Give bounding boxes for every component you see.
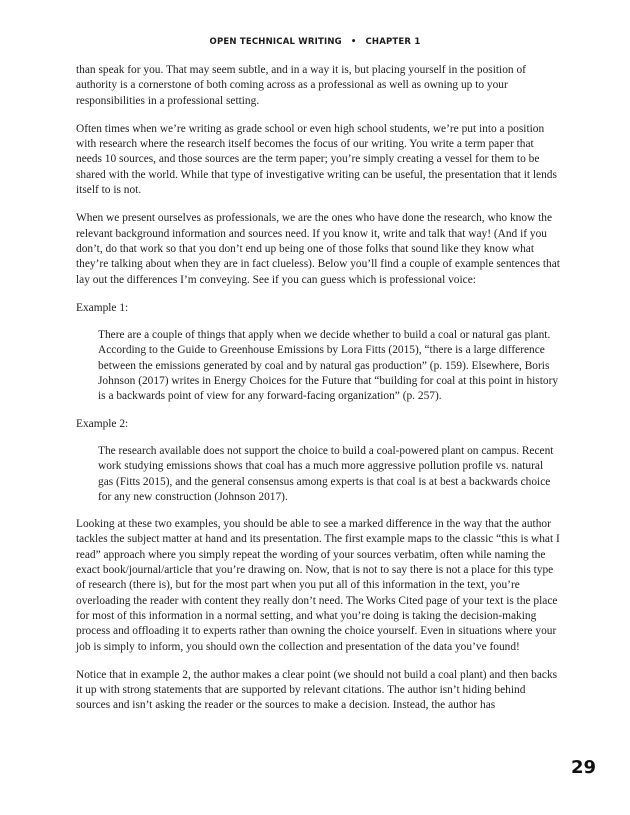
example-2-quote: The research available does not support the choice to build a coal-powered plant on campus. Recent work studying emissions shows that coal has a much more aggressive pollution profile vs. natural gas (Fitts 2015), and the general consensus among experts is that coal is at best a backwards choice for any new construction (Johnson 2017). [98, 444, 554, 503]
book-title: OPEN TECHNICAL WRITING [209, 37, 342, 47]
example-2-label: Example 2: [76, 417, 129, 430]
example-1-label: Example 1: [76, 301, 129, 314]
paragraph-professionals: When we present ourselves as professionals, we are the ones who have done the research, who know the relevant background information and sources need. If you know it, write and talk that way! (And if you don’t, do that work so that you don’t end up being one of those folks that sound like they know what they’re talking about when they are in fact clueless). Below you’ll find a couple of example sentences that lay out the differences I’m conveying. See if you can guess which is professional voice: [76, 212, 560, 286]
running-header [0, 37, 630, 47]
paragraph-grade-school: Often times when we’re writing as grade school or even high school students, we’re put into a position with research where the research itself becomes the focus of our writing. You write a term paper that needs 10 sources, and those sources are the term paper; you’re simply creating a vessel for them to be shared with the world. While that type of investigative writing can be useful, the presentation that it lends itself to is not. [76, 122, 557, 197]
example-1-quote: There are a couple of things that apply when we decide whether to build a coal or natural gas plant. According to the Guide to Greenhouse Emissions by Lora Fitts (2015), “there is a large difference between the emissions generated by coal and by natural gas production” (p. 159). Elsewhere, Boris Johnson (2017) writes in Energy Choices for the Future that “building for coal at this point in history is a backwards point of view for any forward-facing organization” (p. 257). [98, 329, 559, 403]
paragraph-analysis: Looking at these two examples, you should be able to see a marked difference in the way that the author tackles the subject matter at hand and its presentation. The first example maps to the classic “this is what I read” approach where you simply repeat the wording of your sources verbatim, often while naming the exact book/journal/article that you’re drawing on. Now, that is not to say there is not a place for this type of research (there is), but for the most part when you put all of this information in the text, you’re overloading the reader with content they really don’t need. The Works Cited page of your text is the place for most of this information in a normal setting, and what you’re doing is taking the decision-making process and offloading it to experts rather than owning the choice yourself. Even in situations where your job is simply to inform, you should own the collection and presentation of the data you’ve found! [76, 518, 560, 653]
paragraph-continued: than speak for you. That may seem subtle, and in a way it is, but placing yourself in the position of authority is a cornerstone of both coming across as a professional as well as owning up to your responsibilities in a professional setting. [76, 64, 526, 107]
page-number: 29 [571, 757, 597, 778]
chapter-label: CHAPTER 1 [365, 37, 421, 47]
page-body [76, 63, 560, 727]
paragraph-closing: Notice that in example 2, the author makes a clear point (we should not build a coal plant) and then backs it up with strong statements that are supported by relevant citations. The author isn’t hiding behind sources and isn’t asking the reader or the sources to make a decision. Instead, the author has [76, 668, 558, 712]
header-separator: • [350, 37, 357, 47]
